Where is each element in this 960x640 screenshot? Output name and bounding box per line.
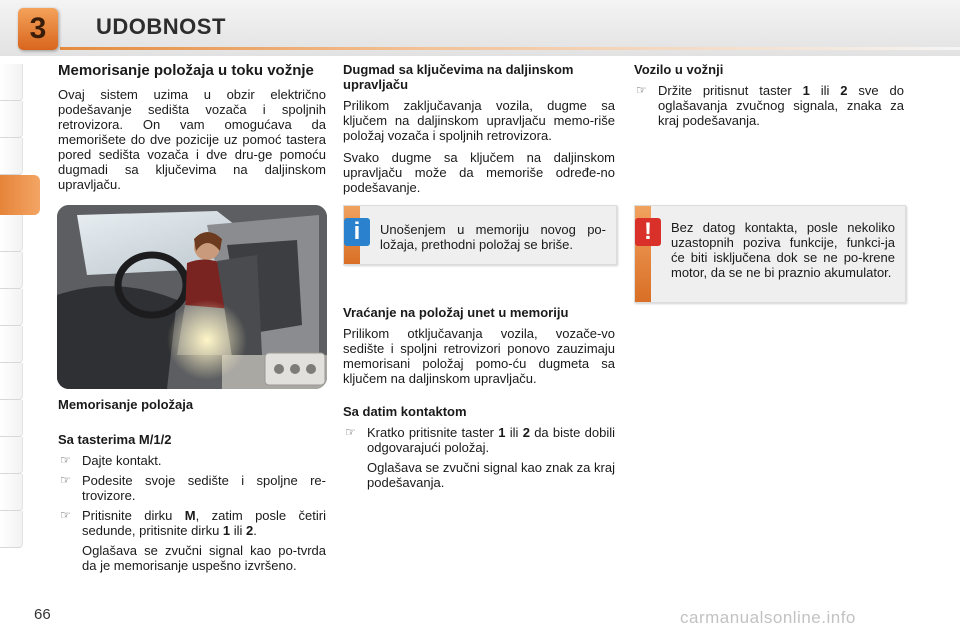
side-tab-5[interactable] — [0, 215, 23, 252]
side-tab-11[interactable] — [0, 437, 23, 474]
step-text: Dajte kontakt. — [82, 453, 162, 468]
pointing-hand-icon: ☞ — [60, 473, 71, 487]
driving-heading: Vozilo u vožnji — [634, 62, 724, 77]
remote-paragraph-1: Prilikom zaključavanja vozila, dugme sa ključem na daljinskom upravljaču memo-riše položaj vozača i spoljnih retrovizora. — [343, 98, 615, 143]
step-text: . — [253, 523, 257, 538]
ignition-heading: Sa datim kontaktom — [343, 404, 467, 419]
side-tab-active[interactable] — [0, 175, 40, 215]
key-label: 1 — [222, 523, 231, 538]
left-column-top — [58, 62, 326, 199]
key-label: 2 — [246, 523, 254, 538]
chapter-side-tabs — [0, 64, 30, 548]
memory-button-1 — [290, 364, 300, 374]
side-tab-9[interactable] — [0, 363, 23, 400]
info-icon: i — [344, 218, 370, 246]
list-item — [58, 508, 326, 538]
key-label: 1 — [498, 425, 506, 440]
list-item — [58, 453, 326, 468]
page-number: 66 — [34, 606, 51, 623]
buttons-heading: Sa tasterima M/1/2 — [58, 432, 172, 447]
right-column — [634, 62, 904, 133]
info-note-text: Unošenjem u memoriju novog po-ložaja, prethodni položaj se briše. — [380, 222, 606, 252]
step-text: ili — [230, 523, 247, 538]
step-text: sve do oglašavanja zvučnog signala, znaka za kraj podešavanja. — [658, 83, 904, 128]
step-text: Držite pritisnut taster — [658, 83, 803, 98]
memory-button-m — [274, 364, 284, 374]
car-interior-illustration — [57, 205, 327, 389]
remote-keys-heading: Dugmad sa ključevima na daljinskom upravljaču — [343, 62, 574, 92]
watermark: carmanualsonline.info — [680, 608, 856, 627]
ignition-note: Oglašava se zvučni signal kao znak za kraj podešavanja. — [367, 460, 615, 490]
remote-paragraph-2: Svako dugme sa ključem na daljinskom upravljaču može da memoriše određe-no podešavanje. — [343, 150, 615, 195]
list-item — [58, 473, 326, 503]
middle-column-top — [343, 62, 615, 202]
step-text: da biste dobili odgovarajući položaj. — [367, 425, 615, 455]
pointing-hand-icon: ☞ — [60, 453, 71, 467]
pointing-hand-icon: ☞ — [636, 83, 647, 97]
memory-button-2 — [306, 364, 316, 374]
warning-note — [634, 205, 906, 303]
middle-column-bottom — [343, 305, 615, 497]
left-column-bottom — [58, 397, 326, 580]
intro-paragraph: Ovaj sistem uzima u obzir električno podešavanje sedišta vozača i spoljnih retrovizora. On vam omogućava da memorišete do dve pozicije uz pomoć tastera pored sedišta vozača i dve dru-ge pomoću dugmadi sa ključevima na daljinskom upravljaču. — [58, 87, 326, 192]
side-tab-3[interactable] — [0, 138, 23, 175]
side-tab-7[interactable] — [0, 289, 23, 326]
side-tab-10[interactable] — [0, 400, 23, 437]
pointing-hand-icon: ☞ — [345, 425, 356, 439]
step-text: Podesite svoje sedište i spoljne re-trovizore. — [82, 473, 326, 503]
return-heading: Vraćanje na položaj unet u memoriju — [343, 305, 569, 320]
return-paragraph: Prilikom otključavanja vozila, vozače-vo sedište i spoljni retrovizori ponovo zauzimaju memorisani položaj pomo-ću dugmeta sa ključem na daljinskom upravljaču. — [343, 326, 615, 386]
side-tab-8[interactable] — [0, 326, 23, 363]
section-heading-memorisanje: Memorisanje položaja u toku vožnje — [58, 62, 314, 79]
step-text: ili — [505, 425, 523, 440]
key-label: 2 — [840, 83, 848, 98]
seat-memory-photo — [57, 205, 327, 389]
pointing-hand-icon: ☞ — [60, 508, 71, 522]
step-text: ili — [809, 83, 841, 98]
key-label: 1 — [802, 83, 810, 98]
memo-positions-heading: Memorisanje položaja — [58, 397, 194, 412]
confirmation-note: Oglašava se zvučni signal kao po-tvrda da je memorisanje uspešno izvršeno. — [82, 543, 326, 573]
step-text: Pritisnite dirku — [82, 508, 185, 523]
side-tab-6[interactable] — [0, 252, 23, 289]
header-accent-line — [60, 47, 960, 50]
key-label: M — [184, 508, 196, 523]
key-label: 2 — [522, 425, 530, 440]
info-note — [343, 205, 617, 265]
chapter-number-badge: 3 — [18, 8, 58, 50]
side-tab-1[interactable] — [0, 64, 23, 101]
list-item — [634, 83, 904, 128]
warning-note-text: Bez datog kontakta, posle nekoliko uzastopnih poziva funkcije, funkci-ja će biti isključena dok se ne po-krene motor, da se ne bi praznio akumulator. — [671, 220, 895, 280]
side-tab-2[interactable] — [0, 101, 23, 138]
list-item — [343, 425, 615, 455]
step-text: Kratko pritisnite taster — [367, 425, 499, 440]
side-tab-12[interactable] — [0, 474, 23, 511]
step-text: , zatim posle četiri sedunde, pritisnite dirku — [82, 508, 326, 538]
warning-icon: ! — [635, 218, 661, 246]
side-tab-13[interactable] — [0, 511, 23, 548]
chapter-title: UDOBNOST — [96, 14, 226, 39]
